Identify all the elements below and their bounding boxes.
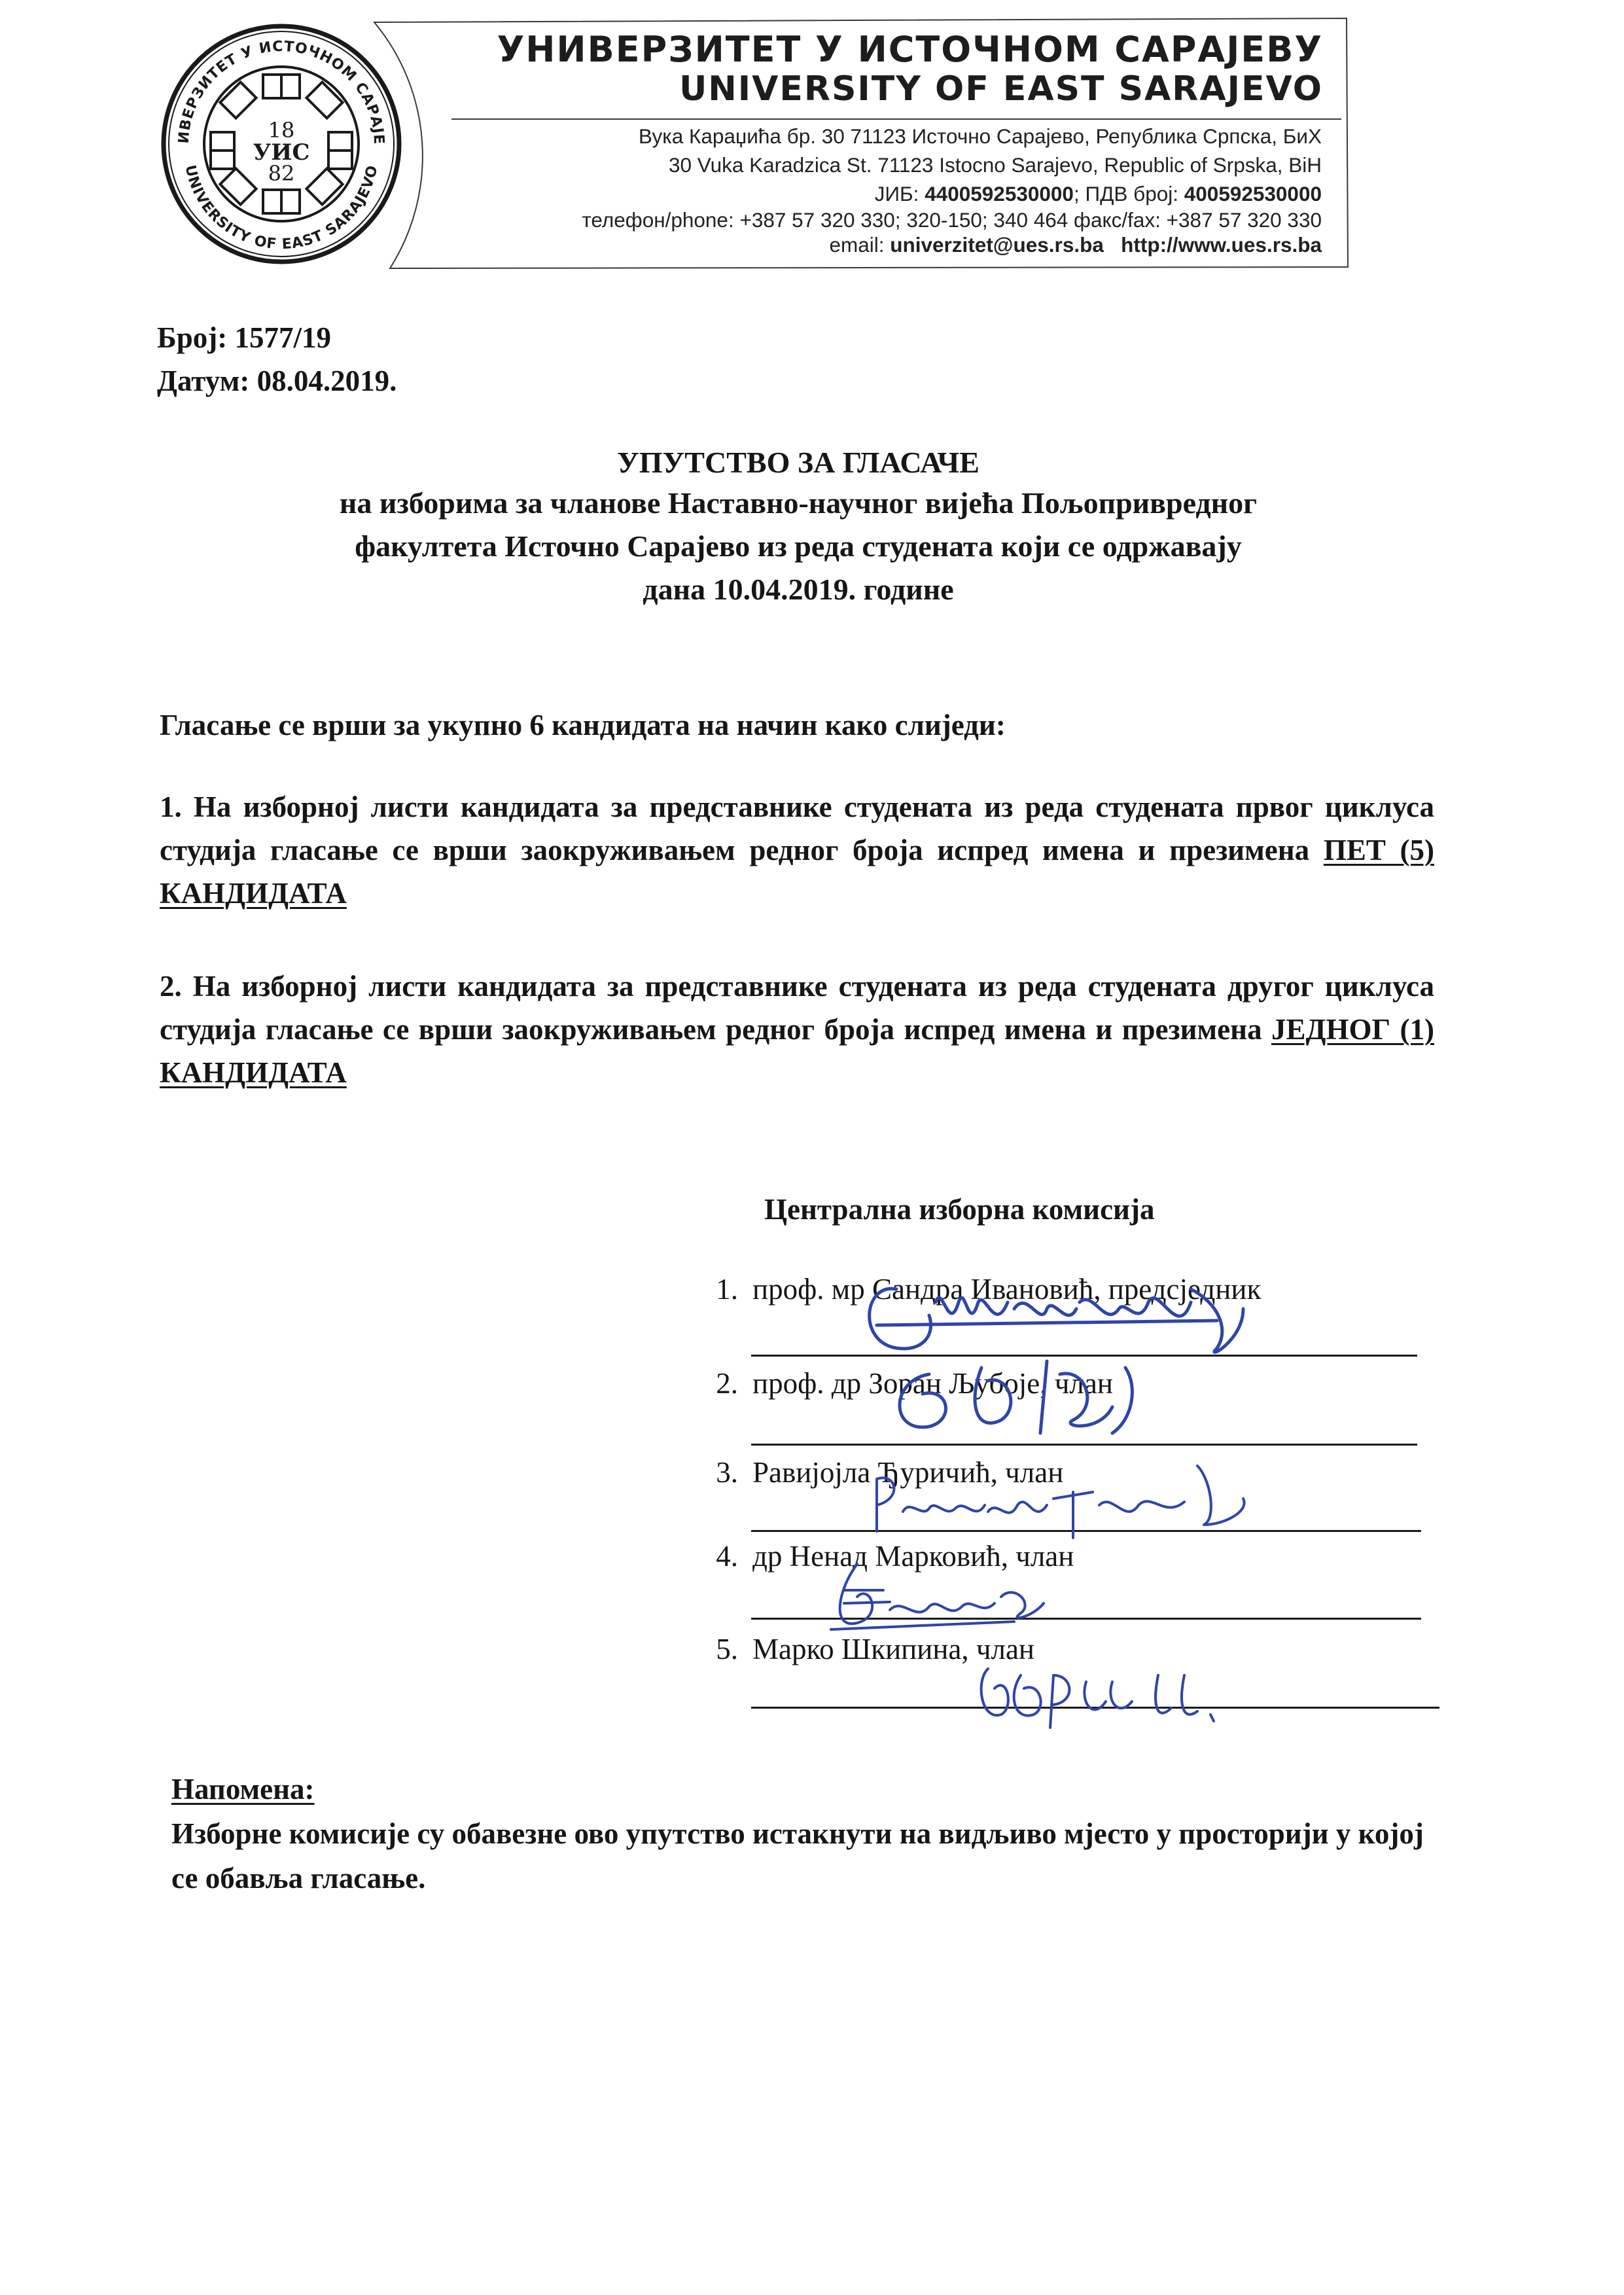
tax-pdv-value: 400592530000 <box>1184 182 1322 205</box>
email-address: univerzitet@ues.rs.ba <box>890 233 1104 257</box>
seal-abbrev: УИС <box>253 139 310 166</box>
seal-year-left: 18 <box>268 118 295 143</box>
university-name-sr: УНИВЕРЗИТЕТ У ИСТОЧНОМ САРАЈЕВУ <box>497 29 1323 70</box>
address-en: 30 Vuka Karadzica St. 71123 Istocno Sarajevo, Republic of Srpska, BiH <box>668 153 1322 177</box>
note-label: Напомена: <box>171 1773 315 1806</box>
commission-title: Централна изборна комисија <box>764 1193 1155 1226</box>
university-name-en: UNIVERSITY OF EAST SARAJEVO <box>679 69 1323 109</box>
signature-2 <box>851 1348 1191 1446</box>
instruction-item-2 <box>160 965 1434 1094</box>
seal-bottom-arc-text: UNIVERSITY OF EAST SARAJEVO <box>181 163 381 253</box>
member-number: 2. <box>716 1367 738 1400</box>
member-number: 1. <box>716 1273 738 1306</box>
document-number: Број: 1577/19 <box>157 321 332 354</box>
member-name: проф. др Зоран Љубоје, члан <box>752 1367 1113 1400</box>
instruction-item-2-text: 2. На изборној листи кандидата за представнике студената из реда студената другог циклуса студија гласање се врши заокруживањем редног броја испред имена и презимена <box>160 970 1434 1046</box>
letterhead-divider <box>451 118 1341 120</box>
tax-jib-label: ЈИБ: <box>874 182 925 205</box>
member-number: 4. <box>716 1540 738 1573</box>
tax-pdv-label: ; ПДВ број: <box>1073 182 1184 205</box>
contact-web <box>830 233 1322 257</box>
seal-top-arc-text: ИВЕРЗИТЕТ У ИСТОЧНОМ САРАЈЕ <box>175 38 387 145</box>
member-name: др Ненад Марковић, члан <box>752 1540 1074 1573</box>
member-name: проф. мр Сандра Ивановић, предсједник <box>752 1273 1262 1306</box>
member-number: 5. <box>716 1633 738 1665</box>
email-label: email: <box>829 233 891 257</box>
document-date: Датум: 08.04.2019. <box>157 365 397 397</box>
instruction-item-1-text: 1. На изборној листи кандидата за представнике студената из реда студената првог циклуса студија гласање се врши заокруживањем редног броја испред имена и презимена <box>160 791 1434 866</box>
instruction-item-1 <box>160 785 1434 915</box>
website-url: http://www.ues.rs.ba <box>1121 233 1322 257</box>
phone-fax: телефон/phone: +387 57 320 330; 320-150; 340 464 факс/fax: +387 57 320 330 <box>582 208 1322 232</box>
instruction-item-2-emphasis: ЈЕДНОГ (1) КАНДИДАТА <box>160 1013 1434 1089</box>
address-sr: Вука Караџића бр. 30 71123 Источно Сарајево, Република Српска, БиХ <box>638 124 1322 148</box>
document-subtitle-line-3: дана 10.04.2019. године <box>643 573 954 606</box>
document-subtitle-line-2: факултета Источно Сарајево из реда студената који се одржавају <box>355 529 1242 563</box>
member-name: Равијојла Ђуричић, члан <box>752 1456 1064 1489</box>
signature-5 <box>962 1649 1237 1741</box>
note-text: Изборне комисије су обавезне ово упутство истакнути на видљиво мјесто у просторији у којој се обавља гласање. <box>171 1817 1424 1895</box>
signature-3 <box>857 1453 1263 1551</box>
university-seal-graphic <box>158 21 404 267</box>
instruction-item-1-emphasis: ПЕТ (5) КАНДИДАТА <box>160 834 1434 910</box>
voting-intro: Гласање се врши за укупно 6 кандидата на начин како слиједи: <box>160 709 1006 741</box>
document-subtitle-line-1: на изборима за чланове Наставно-научног вијећа Пољопривредног <box>339 486 1258 520</box>
member-name: Марко Шкипина, члан <box>752 1633 1035 1665</box>
member-number: 3. <box>716 1456 738 1489</box>
seal-year-right: 82 <box>268 161 295 186</box>
university-seal <box>158 21 404 267</box>
document-title: УПУТСТВО ЗА ГЛАСАЧЕ <box>617 446 980 479</box>
tax-jib-value: 4400592530000 <box>925 182 1074 205</box>
signature-4 <box>818 1551 1053 1643</box>
tax-ids <box>875 182 1322 206</box>
